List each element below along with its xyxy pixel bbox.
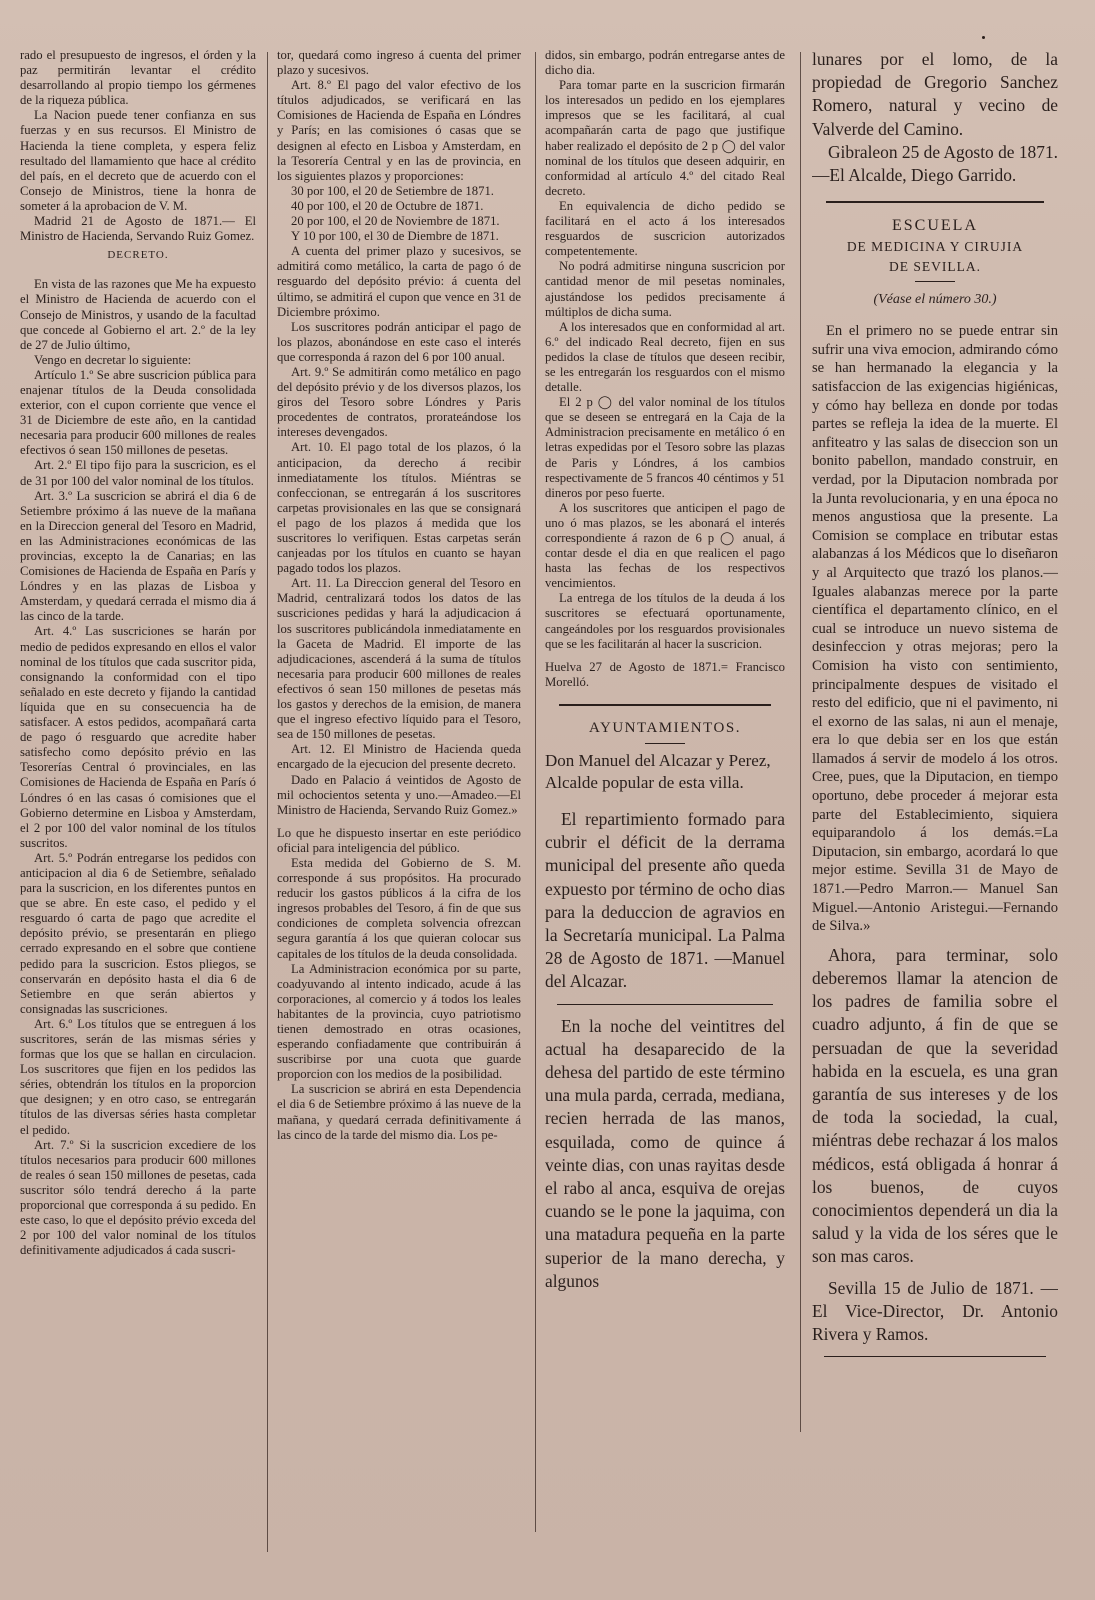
- paragraph: Art. 5.º Podrán entregarse los pedidos con anticipacion al dia 6 de Setiembre, señalado para la suscricion, en los diferentes puntos en que se abre. En este caso, el pedido y el resguardo ó carta de pago que acredite el depósito prévio, se presentarán en pliego cerrado expresando en el sobre que contiene pedido para la suscricion. Estos pliegos, se conservarán en depósito hasta el dia 6 de Setiembre en que serán abiertos y consignadas las suscriciones.: [20, 850, 256, 1016]
- section-heading-ayuntamientos: AYUNTAMIENTOS.: [589, 719, 741, 736]
- column-1: [20, 48, 256, 1258]
- paragraph: Y 10 por 100, el 30 de Diembre de 1871.: [291, 229, 499, 244]
- paragraph: La suscricion se abrirá en esta Dependencia el dia 6 de Setiembre próximo á las nueve de la mañana, y quedará cerrada definitivamente á las cinco de la tarde del mismo dia. Los pe-: [277, 1082, 521, 1142]
- notice-headline: Don Manuel del Alcazar y Perez, Alcalde popular de esta villa.: [545, 750, 771, 792]
- article-conclusion: [812, 944, 1058, 1346]
- paragraph: Art. 3.º La suscricion se abrirá el dia 6 de Setiembre próximo á las nueve de la mañana en la Direccion general del Tesoro en Madrid, en las Administraciones económicas de las provincias, excepto la de Canarias; en las Comisiones de Hacienda de España en París y Lóndres y en las plazas de Lisboa y Amsterdam, y quedará cerrada el mismo dia á las cinco de la tarde.: [20, 488, 256, 624]
- paragraph: rado el presupuesto de ingresos, el órden y la paz permitirán levantar el crédito desarrollando al propio tiempo los gérmenes de la riqueza pública.: [20, 48, 256, 108]
- school-subtitle: DE MEDICINA Y CIRUJIA: [846, 239, 1024, 255]
- paragraph: Dado en Palacio á veintidos de Agosto de mil ochocientos setenta y uno.—Amadeo.—El Ministro de Hacienda, Servando Ruiz Gomez.»: [277, 772, 521, 817]
- short-divider: [915, 281, 955, 282]
- paragraph: A cuenta del primer plazo y sucesivos, se admitirá como metálico, la carta de pago ó de resguardo del depósito prévio: á cuenta del último, se admitirá el cupon que vence en 31 de Diciembre próximo.: [277, 244, 521, 319]
- school-title: ESCUELA: [892, 217, 978, 235]
- reference-note: (Véase el número 30.): [873, 292, 997, 308]
- paragraph: En equivalencia de dicho pedido se facilitará en el acto á los interesados resguardos de suscricion autorizados competentemente.: [545, 198, 785, 259]
- spacer: [812, 936, 1058, 944]
- section-divider: [826, 201, 1044, 203]
- paragraph: El repartimiento formado para cubrir el déficit de la derrama municipal del presente año queda expuesto por término de ocho dias para la deduccion de agravios en la Secretaría municipal. La Palma 28 de Agosto de 1871. —Manuel del Alcazar.: [545, 808, 785, 992]
- column-4: [812, 48, 1058, 1367]
- paragraph: Artículo 1.º Se abre suscricion pública para enajenar títulos de la Deuda consolidada exterior, con el cupon corriente que vence el 31 de Diciembre de este año, en la cantidad necesaria para producir 600 millones de reales efectivos ó sean 150 millones de pesetas.: [20, 367, 256, 458]
- paragraph: La entrega de los títulos de la deuda á los suscritores se efectuará oportunamente, cangeándoles por los resguardos provisionales que se les facilitarán al hacer la suscricion.: [545, 591, 785, 651]
- paragraph: 30 por 100, el 20 de Setiembre de 1871.: [291, 183, 494, 198]
- paragraph: A los suscritores que anticipen el pago de uno ó mas plazos, se les abonará el interés correspondiente á razon de 6 p ◯ anual, á contar desde el dia en que realicen el pago hasta las fechas de los respectivos vencimientos.: [545, 500, 785, 591]
- paragraph: Madrid 21 de Agosto de 1871.— El Ministro de Hacienda, Servando Ruiz Gomez.: [20, 214, 256, 244]
- paragraph: 20 por 100, el 20 de Noviembre de 1871.: [291, 214, 500, 229]
- paragraph: Art. 8.º El pago del valor efectivo de los títulos adjudicados, se verificará en las Comisiones de Hacienda de España en Lóndres y París; en las comisiones ó casas que se designen al efecto en Lisboa y Amsterdam, en la Tesorería Central y en las de provincia, en los siguientes plazos y proporciones:: [277, 78, 521, 183]
- paragraph: tor, quedará como ingreso á cuenta del primer plazo y sucesivos.: [277, 48, 521, 78]
- column-3: [545, 48, 785, 1293]
- paragraph: Art. 9.º Se admitirán como metálico en pago del depósito prévio y de los diversos plazos, los giros del Tesoro sobre Lóndres y Paris procedentes de contratos, prorateándose los intereses devengados.: [277, 364, 521, 440]
- paragraph: Los suscritores podrán anticipar el pago de los plazos, abonándose en este caso el interés que corresponda á razon del 6 por 100 anual.: [277, 319, 521, 364]
- paragraph: lunares por el lomo, de la propiedad de Gregorio Sanchez Romero, natural y vecino de Valverde del Camino.: [812, 49, 1058, 139]
- paragraph: La Nacion puede tener confianza en sus fuerzas y en sus recursos. El Ministro de Hacienda la tiene completa, y espera feliz resultado del llamamiento que hace al crédito del país, en el decreto que de acuerdo con el Consejo de Ministros, tiene la honra de someter á la aprobacion de V. M.: [20, 108, 256, 213]
- signature: Huelva 27 de Agosto de 1871.= Francisco Morelló.: [545, 659, 785, 689]
- paragraph: A los interesados que en conformidad al art. 6.º del indicado Real decreto, fijen en sus pedidos la clase de títulos que deseen recibir, se les entregarán los resguardos con el mismo detalle.: [545, 319, 785, 395]
- paragraph: Art. 6.º Los títulos que se entreguen á los suscritores, serán de las mismas séries y formas que los que se hallan en circulacion. Los suscritores que fijen en los pedidos las séries, obtendrán los títulos en la proporcion que designen; y en otro caso, se entregarán títulos de las diversas séries hasta completar el pedido.: [20, 1016, 256, 1137]
- paragraph: Esta medida del Gobierno de S. M. corresponde á sus propósitos. Ha procurado reducir los gastos públicos á la cifra de los ingresos probables del Tesoro, á fin de que sus condiciones de completa solvencia ofrezcan segura garantía á los que quieran colocar sus capitales de los títulos de la deuda consolidada.: [277, 855, 521, 961]
- paragraph: Lo que he dispuesto insertar en este periódico oficial para inteligencia del público.: [277, 825, 521, 855]
- school-city: DE SEVILLA.: [889, 259, 981, 275]
- paragraph: Art. 10. El pago total de los plazos, ó la anticipacion, da derecho á recibir inmediatamente los títulos. Miéntras se confeccionan, se entregarán á los suscritores carpetas provisionales en las que se consignará el pago de los plazos á medida que los suscritores lo verifiquen. Estas carpetas serán canjeadas por los títulos en cuanto se hayan pagado todos los plazos.: [277, 440, 521, 576]
- short-divider: [645, 743, 685, 744]
- paragraph: Art. 7.º Si la suscricion excediere de los títulos necesarios para producir 600 millones de reales ó sean 150 millones de pesetas, cada suscritor sólo tendrá derecho á la parte proporcional que corresponda á su pedido. En este caso, lo que el depósito prévio exceda del 2 por 100 del valor nominal de los títulos definitivamente adjudicados á cada suscri-: [20, 1137, 256, 1258]
- paragraph: La Administracion económica por su parte, coadyuvando al intento indicado, acude á las corporaciones, al comercio y á todos los leales habitantes de la provincia, cuyo patriotismo tienen demostrado en otras ocasiones, esperando confiadamente que contribuirán á suscribirse por una cuota que guarde proporcion con los medios de la posibilidad.: [277, 961, 521, 1082]
- paragraph: Para tomar parte en la suscricion firmarán los interesados un pedido en los ejemplares impresos que se les facilitará, al cual acompañarán carta de pago que justifique haber realizado el depósito de 2 p ◯ del valor nominal de los títulos que deseen adquirir, en conformidad al artículo 4.º del citado Real decreto.: [545, 78, 785, 198]
- column-rule: [800, 52, 801, 1432]
- spacer: [277, 818, 521, 826]
- paragraph: En el primero no se puede entrar sin sufrir una viva emocion, admirando cómo se han hermanado la elegancia y la satisfaccion de las exigencias higiénicas, y cómo hay belleza en donde por todas partes se refleja la idea de la muerte. El anfiteatro y las salas de diseccion son un bonito pabellon, mandado construir, en verdad, por la Diputacion nombrada por la Junta revolucionaria, y en una época no menos angustiosa que la presente. La Comision se complace en tributar estas alabanzas á los Médicos que lo diseñaron y al Arquitecto que trazó los planos.—Iguales alabanzas merece por la parte científica el departamento clínico, en el cual se introduce un nuevo sistema de desinfeccion y otras mejoras; pero la Comision ha visto con sentimiento, principalmente despues de visitado el resto del edificio, que ni el pavimento, ni el exorno de las salas, ni aun el menaje, era lo que debia ser en los que están llamados á servir de modelo á los otros. Cree, pues, que la Diputacion, en tiempo oportuno, debe proceder á mejorar esta parte del Establecimiento, siquiera equiparandolo á los demás.=La Diputacion, sin embargo, acordará lo que mejor estime. Sevilla 31 de Mayo de 1871.—Pedro Marron.— Manuel San Miguel.—Antonio Aristegui.—Fernando de Silva.»: [812, 323, 1058, 935]
- article-body: [812, 322, 1058, 936]
- spacer: [545, 652, 785, 660]
- notice-block: [812, 48, 1058, 187]
- signature: Sevilla 15 de Julio de 1871. —El Vice-Director, Dr. Antonio Rivera y Ramos.: [812, 1277, 1058, 1345]
- paragraph: En la noche del veintitres del actual ha desaparecido de la dehesa del partido de este término una mula parda, cerrada, mediana, recien herrada de las manos, esquilada, como de quince á veinte dias, con unas rayitas desde el rabo al anca, esquiva de orejas cuando se le pone la jaquima, con una matadura pequeña en la parte superior de la mano derecha, y algunos: [545, 1015, 785, 1291]
- paragraph: Gibraleon 25 de Agosto de 1871.—El Alcalde, Diego Garrido.: [812, 141, 1058, 186]
- column-2: [277, 48, 521, 1143]
- divider: [557, 1004, 773, 1005]
- column-rule: [267, 52, 268, 1552]
- paragraph: Art. 11. La Direccion general del Tesoro en Madrid, centralizará todos los datos de las suscriciones pedidas y hará la adjudicacion á los suscritores publicándola inmediatamente en la Gaceta de Madrid. El importe de las adjudicaciones, ascenderá á la suma de títulos necesaria para producir 600 millones de reales efectivos ó sean 150 millones de pesetas más los gastos y derechos de la emision, de manera que el ingreso efectivo líquido para el Tesoro, sea de 150 millones de pesetas.: [277, 576, 521, 742]
- paragraph: Ahora, para terminar, solo deberemos llamar la atencion de los padres de familia sobre el cuadro adjunto, á fin de que se persuadan de que la severidad habida en la escuela, es una gran garantía de sus intereses y de los de toda la sociedad, la cual, miéntras debe rechazar á los malos médicos, está obligada á honrar á los buenos, de cuyos conocimientos dependerá un dia la salud y la vida de los séres que le son mas caros.: [812, 944, 1058, 1267]
- section-divider: [559, 704, 771, 706]
- column-rule: [535, 52, 536, 1532]
- paragraph: No podrá admitirse ninguna suscricion por cantidad menor de mil pesetas nominales, ajustándose los pedidos precisamente á múltiplos de dicha suma.: [545, 259, 785, 319]
- paragraph: Art. 12. El Ministro de Hacienda queda encargado de la ejecucion del presente decreto.: [277, 742, 521, 772]
- paragraph: El 2 p ◯ del valor nominal de los títulos que se deseen se entregará en la Caja de la Administracion precisamente en metálico ó en letras expedidas por el Tesoro sobre las plazas de Paris y Lóndres, á los cambios respectivamente de 5 francos 40 céntimos y 51 dineros por peso fuerte.: [545, 395, 785, 500]
- paragraph: didos, sin embargo, podrán entregarse antes de dicho dia.: [545, 48, 785, 78]
- spacer: [812, 1269, 1058, 1277]
- notice-block: [545, 48, 785, 690]
- paragraph: Art. 4.º Las suscriciones se harán por medio de pedidos expresando en ellos el valor nominal de los títulos que cada suscritor pida, consignando la conformidad con el tipo señalado en este decreto y fijando la cantidad líquida que en su consecuencia ha de satisfacer. A estos pedidos, acompañará carta de pago ó resguardo que acredite haber satisfecho como depósito prévio en las Tesorerías Central ó provinciales, en las Comisiones de Hacienda de España en París ó Lóndres ó en las casas ó comisiones que el Gobierno determine en Lisboa y Amsterdam, el 2 por 100 del valor nominal de los títulos suscritos.: [20, 624, 256, 850]
- paragraph: Art. 2.º El tipo fijo para la suscricion, es el de 31 por 100 del valor nominal de los títulos.: [20, 458, 256, 488]
- paragraph: Vengo en decretar lo siguiente:: [34, 352, 192, 367]
- decree-heading: DECRETO.: [107, 249, 169, 262]
- paragraph: 40 por 100, el 20 de Octubre de 1871.: [291, 198, 484, 213]
- ink-dot: [982, 36, 985, 39]
- divider: [824, 1356, 1046, 1357]
- notice-block: [545, 750, 785, 1293]
- paragraph: En vista de las razones que Me ha expuesto el Ministro de Hacienda de acuerdo con el Consejo de Ministros, y usando de la facultad que concede al Gobierno el art. 2.º de la ley de 27 de Julio último,: [20, 277, 256, 352]
